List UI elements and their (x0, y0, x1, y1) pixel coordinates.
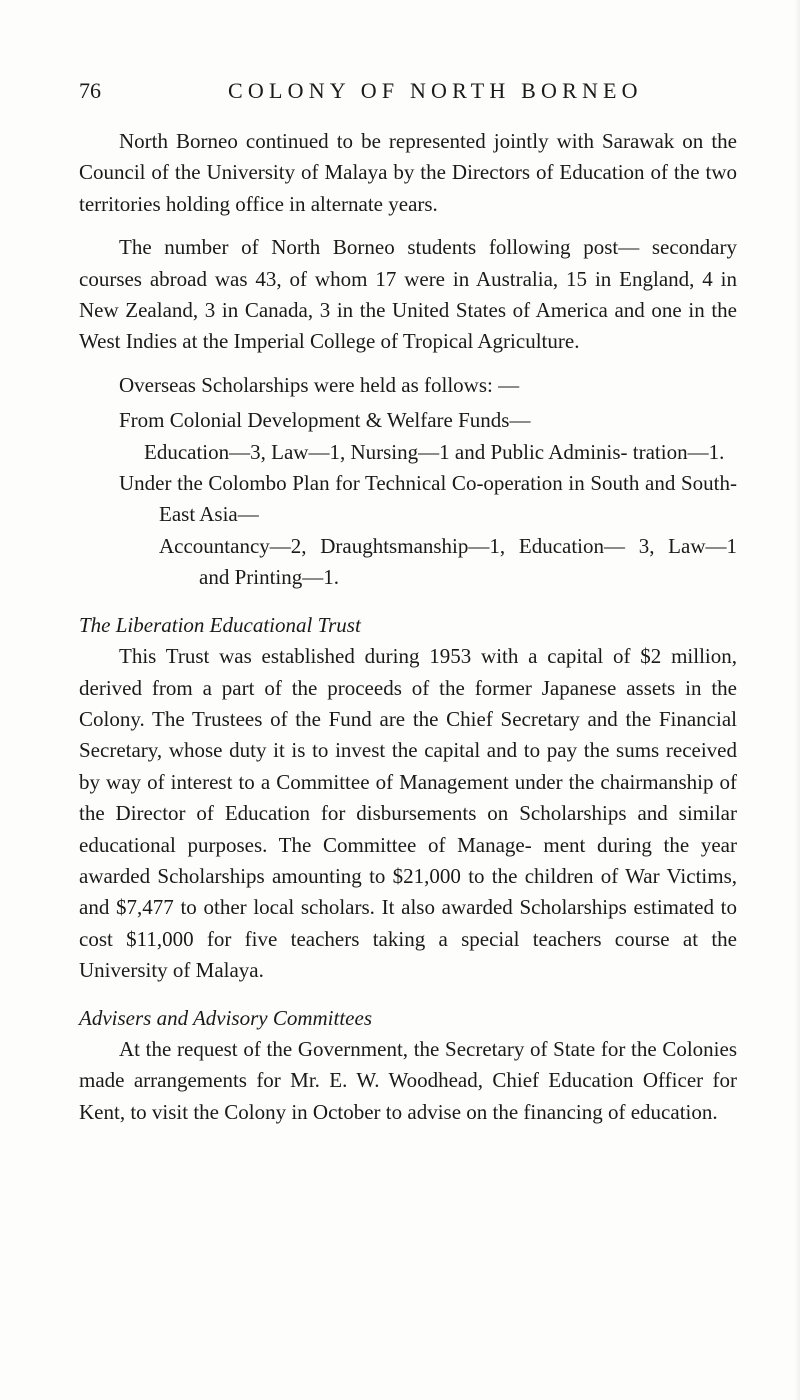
page-header (79, 76, 729, 106)
page-body (79, 126, 737, 1128)
paragraph-students-abroad: The number of North Borneo students following post— secondary courses abroad was 43, of whom 17 were in Australia, 15 in England, 4 in New Zealand, 3 in Canada, 3 in the United States of America and one in the West Indies at the Imperial College of Tropical Agriculture. (79, 235, 737, 354)
liberation-trust-body: This Trust was established during 1953 with a capital of $2 million, derived from a part of the proceeds of the former Japanese assets in the Colony. The Trustees of the Fund are the Chief Secretary and the Financial Secretary, whose duty it is to invest the capital and to pay the sums received by way of interest to a Committee of Management under the chairmanship of the Director of Education for disbursements on Scholarships and similar educational purposes. The Committee of Manage- ment during the year awarded Scholarships amounting to $21,000 to the children of War Victims, and $7,477 to other local scholars. It also awarded Scholarships estimated to cost $11,000 for five teachers taking a special teachers course at the University of Malaya. (79, 644, 737, 983)
colombo-plan-heading: Under the Colombo Plan for Technical Co-operation in South and South-East Asia— (119, 471, 737, 527)
paragraph-overseas-scholarships: Overseas Scholarships were held as follows: — (119, 372, 520, 397)
running-title: COLONY OF NORTH BORNEO (228, 78, 643, 103)
advisers-heading: Advisers and Advisory Committees (79, 1005, 372, 1030)
colonial-funds-heading: From Colonial Development & Welfare Funds— (119, 408, 531, 433)
paragraph-university-council: North Borneo continued to be represented jointly with Sarawak on the Council of the University of Malaya by the Directors of Education of the two territories holding office in alternate years. (79, 129, 737, 216)
colonial-funds-detail: Education—3, Law—1, Nursing—1 and Public Adminis- tration—1. (144, 439, 725, 464)
colombo-plan-detail: Accountancy—2, Draughtsmanship—1, Education— 3, Law—1 and Printing—1. (159, 533, 737, 590)
advisers-body: At the request of the Government, the Secretary of State for the Colonies made arrangements for Mr. E. W. Woodhead, Chief Education Officer for Kent, to visit the Colony in October to advise on the financing of education. (79, 1036, 737, 1124)
liberation-trust-heading: The Liberation Educational Trust (79, 612, 361, 637)
page-number: 76 (79, 78, 101, 103)
page-edge-shadow (794, 0, 800, 1400)
